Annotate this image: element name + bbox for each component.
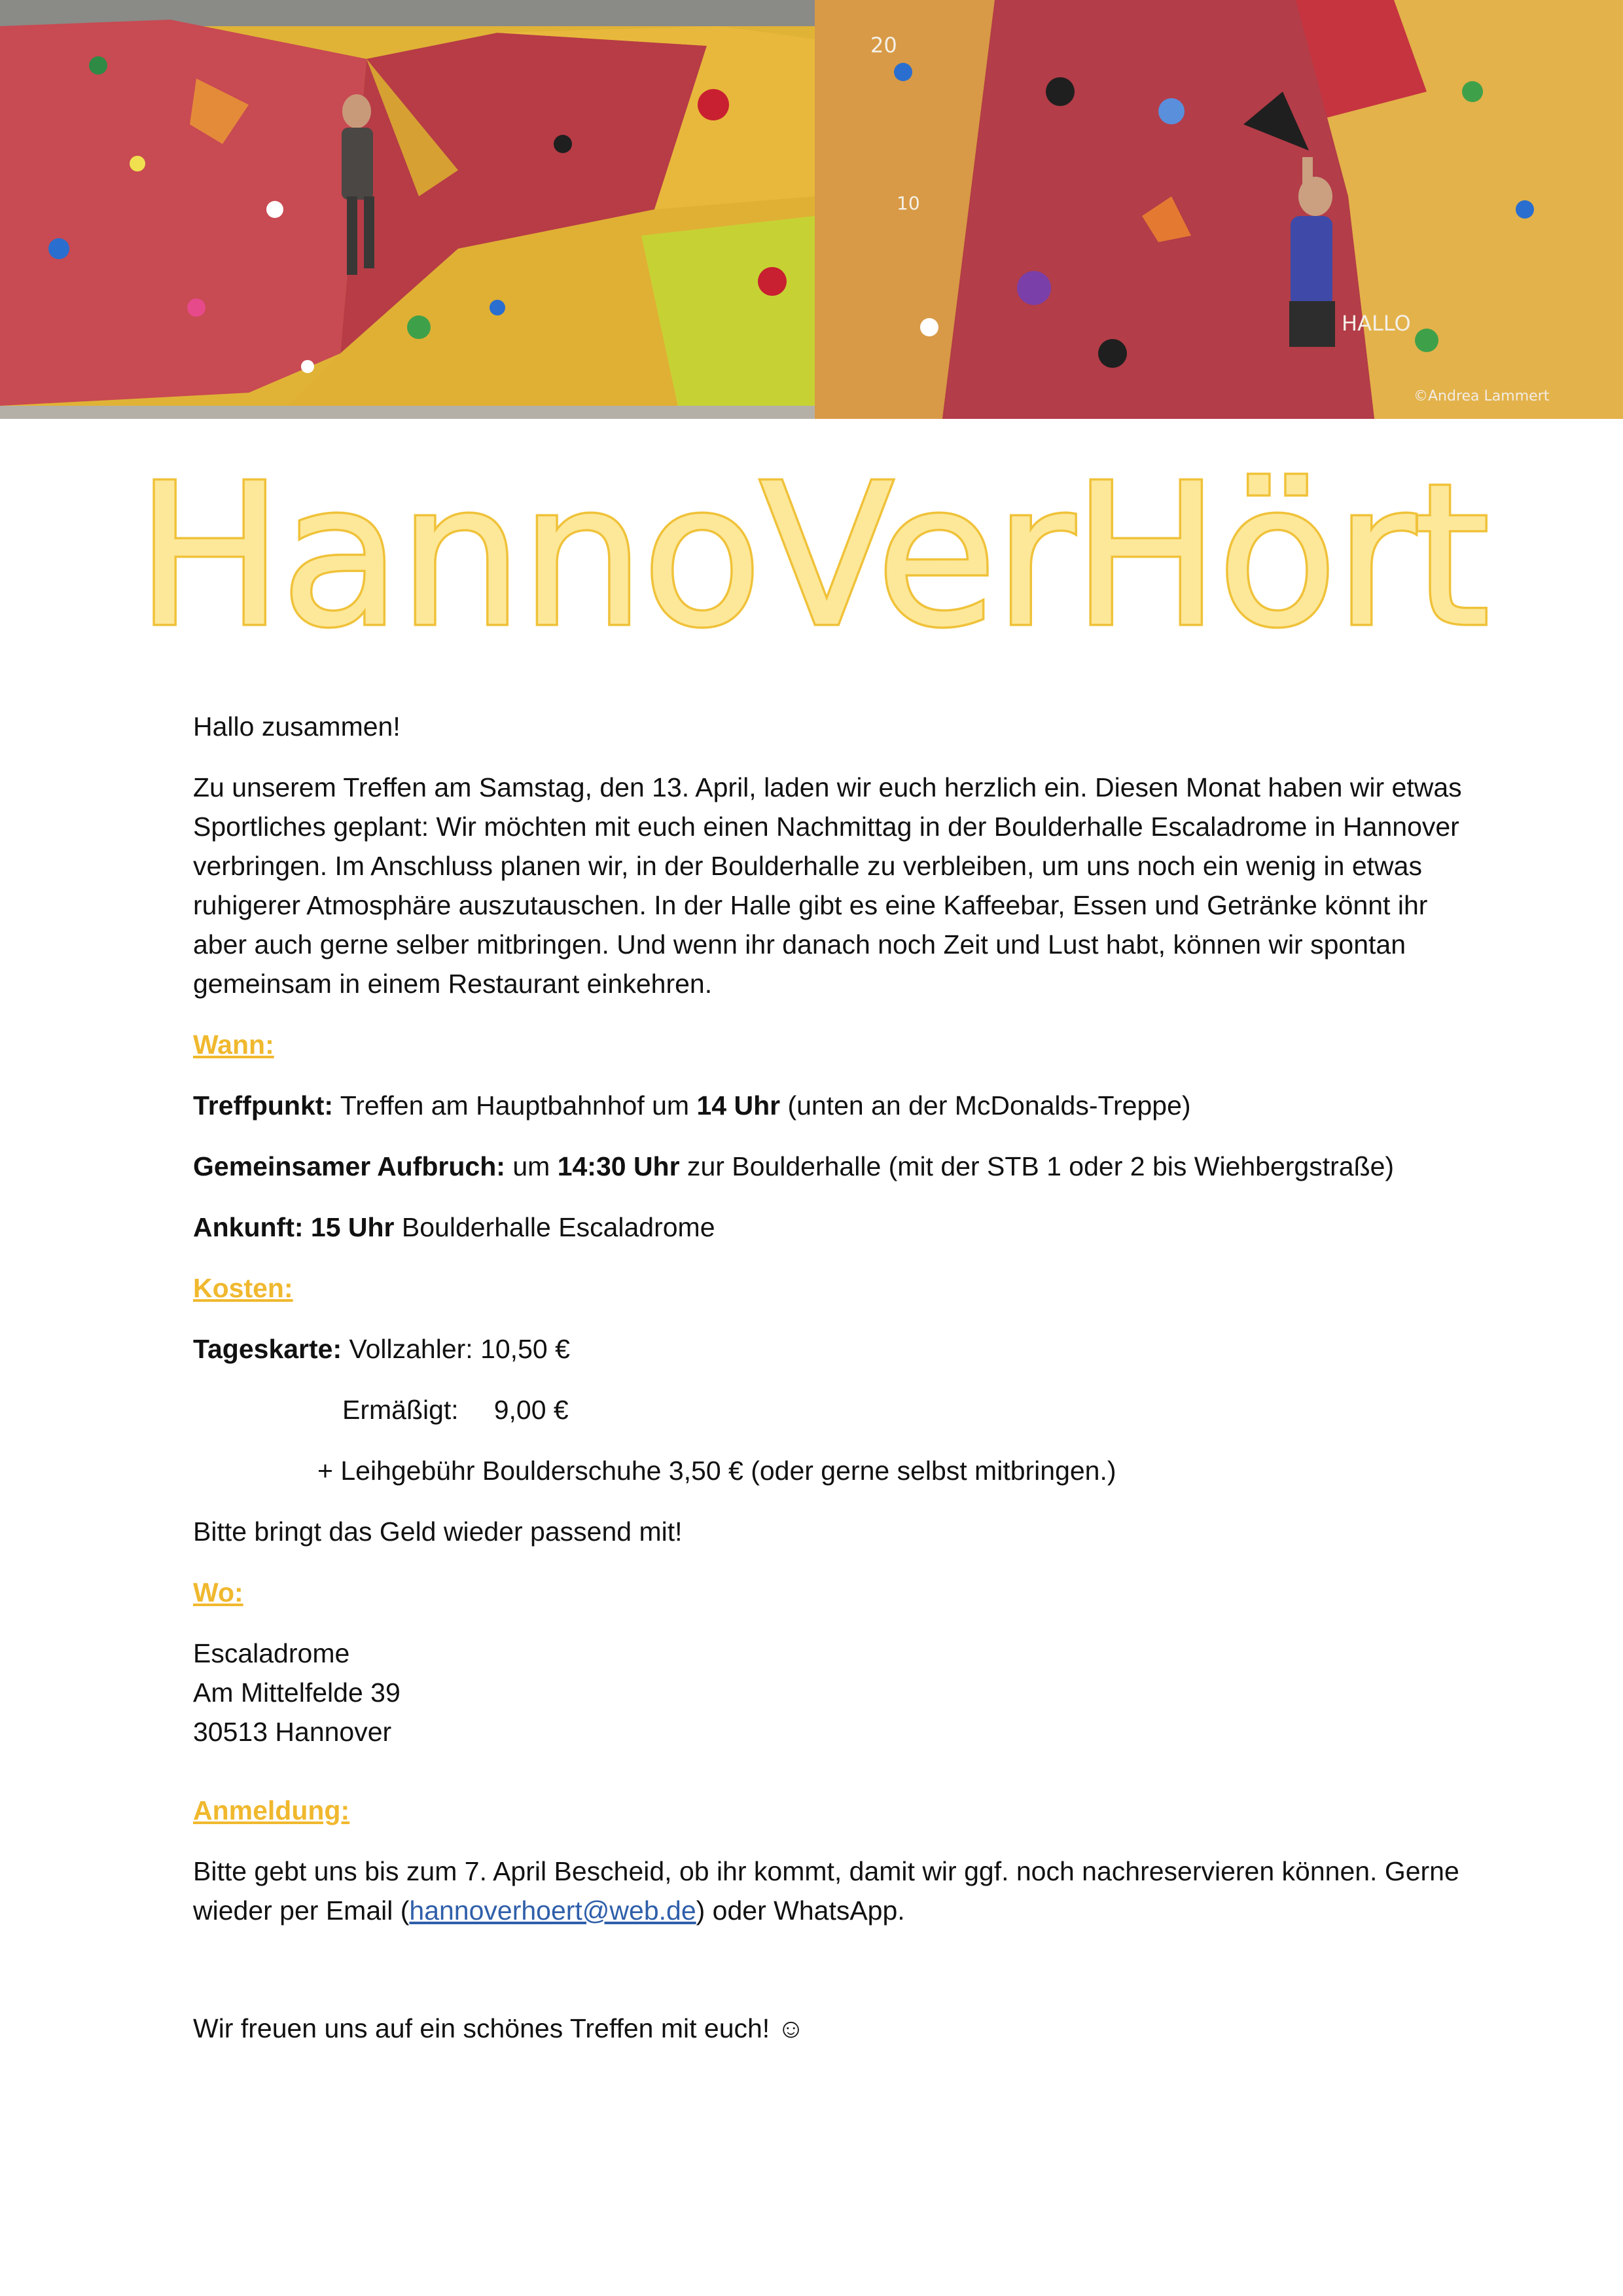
intro-paragraph: Zu unserem Treffen am Samstag, den 13. April, laden wir euch herzlich ein. Diesen Monat haben wir etwas Sportliches geplant: Wir möchten mit euch einen Nachmittag in der Boulderhalle Escaladrome in Hannover verbringen. Im Anschluss planen wir, in der Boulderhalle zu verbleiben, um uns noch ein wenig in etwas ruhigerer Atmosphäre auszutauschen. In der Halle gibt es eine Kaffeebar, Essen und Getränke könnt ihr aber auch gerne selber mitbringen. Und wenn ihr danach noch Zeit und Lust habt, können wir spontan gemeinsam in einem Restaurant einkehren. (193, 772, 1462, 999)
tageskarte-label: Tageskarte: (193, 1334, 342, 1364)
email-link[interactable]: hannoverhoert@web.de (409, 1895, 696, 1926)
wo-heading-text: Wo: (193, 1577, 243, 1607)
address-city: 30513 Hannover (193, 1717, 392, 1747)
leihgebuehr-line: + Leihgebühr Boulderschuhe 3,50 € (oder gerne selbst mitbringen.) (317, 1456, 1116, 1486)
ermaessigt-line (193, 1390, 1469, 1429)
anmeldung-heading (193, 1791, 1469, 1830)
tageskarte-line (193, 1329, 1469, 1369)
photo-credit: ©Andrea Lammert (1414, 388, 1550, 404)
wall-label-10: 10 (897, 192, 920, 214)
aufbruch-time: 14:30 Uhr (557, 1151, 680, 1181)
treffpunkt-time: 14 Uhr (696, 1090, 781, 1121)
address-street: Am Mittelfelde 39 (193, 1677, 401, 1708)
treffpunkt-place: (unten an der McDonalds-Treppe) (780, 1090, 1191, 1121)
treffpunkt-text: Treffen am Hauptbahnhof um (333, 1090, 697, 1121)
anmeldung-heading-text: Anmeldung: (193, 1795, 350, 1825)
wann-heading-text: Wann: (193, 1030, 274, 1060)
ermaessigt-price: 9,00 € (493, 1395, 569, 1425)
greeting: Hallo zusammen! (193, 711, 401, 742)
ankunft-label: Ankunft: 15 Uhr (193, 1212, 395, 1242)
left-climbing-photo (0, 0, 815, 419)
header-photos (0, 0, 1623, 419)
kosten-heading (193, 1268, 1469, 1308)
address-block (193, 1634, 1469, 1751)
address-name: Escaladrome (193, 1638, 350, 1668)
aufbruch-text: um (505, 1151, 558, 1181)
vollzahler-price: Vollzahler: 10,50 € (342, 1334, 570, 1364)
treffpunkt-label: Treffpunkt: (193, 1090, 334, 1121)
ankunft-text: Boulderhalle Escaladrome (394, 1212, 715, 1242)
kosten-heading-text: Kosten: (193, 1273, 293, 1303)
wall-label-hallo: HALLO (1342, 311, 1411, 336)
letter-body (193, 707, 1469, 2070)
geld-hinweis: Bitte bringt das Geld wieder passend mit! (193, 1516, 683, 1547)
ermaessigt-label: Ermäßigt: (342, 1395, 459, 1425)
anmeldung-text: Bitte gebt uns bis zum 7. April Bescheid, ob ihr kommt, damit wir ggf. noch nachreservieren können. Gerne wieder per Email ( (193, 1856, 1459, 1926)
anmeldung-paragraph (193, 1852, 1469, 1930)
ankunft-line (193, 1208, 1469, 1247)
page-title: HannoVerHört (135, 442, 1488, 670)
aufbruch-route: zur Boulderhalle (mit der STB 1 oder 2 bis Wiehbergstraße) (679, 1151, 1395, 1181)
treffpunkt-line (193, 1086, 1469, 1125)
closing-line: Wir freuen uns auf ein schönes Treffen mit euch! ☺ (193, 2013, 805, 2043)
wann-heading (193, 1025, 1469, 1064)
aufbruch-line (193, 1147, 1469, 1186)
wall-label-20: 20 (870, 33, 897, 58)
right-climbing-photo (815, 0, 1623, 419)
aufbruch-label: Gemeinsamer Aufbruch: (193, 1151, 505, 1181)
wo-heading (193, 1573, 1469, 1612)
anmeldung-text-end: ) oder WhatsApp. (696, 1895, 905, 1926)
